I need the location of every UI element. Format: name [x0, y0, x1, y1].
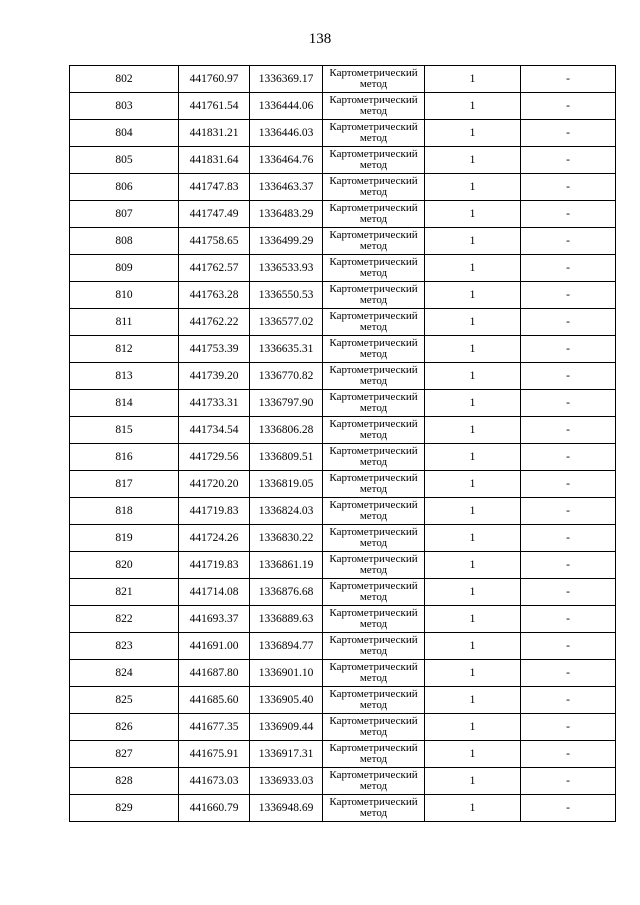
x-coordinate-cell: 441691.00: [179, 633, 250, 660]
x-coordinate-cell: 441762.22: [179, 309, 250, 336]
y-coordinate-cell: 1336533.93: [250, 255, 323, 282]
table-row: [70, 471, 616, 498]
accuracy-cell: 1: [425, 633, 521, 660]
note-cell: -: [521, 687, 616, 714]
point-number-cell: 812: [70, 336, 179, 363]
accuracy-cell: 1: [425, 741, 521, 768]
page-number: 138: [308, 31, 332, 47]
point-number-cell: 804: [70, 120, 179, 147]
note-cell: -: [521, 390, 616, 417]
table-row: [70, 93, 616, 120]
note-cell: -: [521, 714, 616, 741]
table-row: [70, 525, 616, 552]
y-coordinate-cell: 1336499.29: [250, 228, 323, 255]
method-cell: Картометрический метод: [323, 228, 425, 255]
accuracy-cell: 1: [425, 579, 521, 606]
point-number-cell: 823: [70, 633, 179, 660]
x-coordinate-cell: 441714.08: [179, 579, 250, 606]
x-coordinate-cell: 441685.60: [179, 687, 250, 714]
x-coordinate-cell: 441675.91: [179, 741, 250, 768]
y-coordinate-cell: 1336917.31: [250, 741, 323, 768]
method-cell: Картометрический метод: [323, 255, 425, 282]
method-cell: Картометрический метод: [323, 498, 425, 525]
y-coordinate-cell: 1336948.69: [250, 795, 323, 822]
y-coordinate-cell: 1336824.03: [250, 498, 323, 525]
point-number-cell: 808: [70, 228, 179, 255]
x-coordinate-cell: 441734.54: [179, 417, 250, 444]
x-coordinate-cell: 441729.56: [179, 444, 250, 471]
accuracy-cell: 1: [425, 417, 521, 444]
table-row: [70, 768, 616, 795]
point-number-cell: 825: [70, 687, 179, 714]
y-coordinate-cell: 1336806.28: [250, 417, 323, 444]
point-number-cell: 829: [70, 795, 179, 822]
method-cell: Картометрический метод: [323, 579, 425, 606]
note-cell: -: [521, 66, 616, 93]
note-cell: -: [521, 525, 616, 552]
x-coordinate-cell: 441677.35: [179, 714, 250, 741]
point-number-cell: 818: [70, 498, 179, 525]
y-coordinate-cell: 1336933.03: [250, 768, 323, 795]
accuracy-cell: 1: [425, 390, 521, 417]
y-coordinate-cell: 1336830.22: [250, 525, 323, 552]
note-cell: -: [521, 660, 616, 687]
method-cell: Картометрический метод: [323, 444, 425, 471]
y-coordinate-cell: 1336446.03: [250, 120, 323, 147]
x-coordinate-cell: 441673.03: [179, 768, 250, 795]
x-coordinate-cell: 441831.64: [179, 147, 250, 174]
note-cell: -: [521, 228, 616, 255]
table-row: [70, 498, 616, 525]
x-coordinate-cell: 441831.21: [179, 120, 250, 147]
note-cell: -: [521, 471, 616, 498]
y-coordinate-cell: 1336876.68: [250, 579, 323, 606]
method-cell: Картометрический метод: [323, 795, 425, 822]
method-cell: Картометрический метод: [323, 147, 425, 174]
point-number-cell: 806: [70, 174, 179, 201]
note-cell: -: [521, 552, 616, 579]
table-row: [70, 201, 616, 228]
method-cell: Картометрический метод: [323, 309, 425, 336]
point-number-cell: 807: [70, 201, 179, 228]
table-row: [70, 552, 616, 579]
x-coordinate-cell: 441733.31: [179, 390, 250, 417]
point-number-cell: 821: [70, 579, 179, 606]
table-row: [70, 309, 616, 336]
y-coordinate-cell: 1336444.06: [250, 93, 323, 120]
method-cell: Картометрический метод: [323, 93, 425, 120]
point-number-cell: 826: [70, 714, 179, 741]
note-cell: -: [521, 147, 616, 174]
x-coordinate-cell: 441660.79: [179, 795, 250, 822]
accuracy-cell: 1: [425, 201, 521, 228]
point-number-cell: 824: [70, 660, 179, 687]
table-row: [70, 714, 616, 741]
accuracy-cell: 1: [425, 120, 521, 147]
accuracy-cell: 1: [425, 606, 521, 633]
table-row: [70, 282, 616, 309]
y-coordinate-cell: 1336819.05: [250, 471, 323, 498]
method-cell: Картометрический метод: [323, 552, 425, 579]
note-cell: -: [521, 201, 616, 228]
x-coordinate-cell: 441719.83: [179, 552, 250, 579]
method-cell: Картометрический метод: [323, 768, 425, 795]
y-coordinate-cell: 1336369.17: [250, 66, 323, 93]
note-cell: -: [521, 633, 616, 660]
point-number-cell: 815: [70, 417, 179, 444]
x-coordinate-cell: 441760.97: [179, 66, 250, 93]
point-number-cell: 805: [70, 147, 179, 174]
x-coordinate-cell: 441747.49: [179, 201, 250, 228]
y-coordinate-cell: 1336901.10: [250, 660, 323, 687]
table-row: [70, 687, 616, 714]
y-coordinate-cell: 1336464.76: [250, 147, 323, 174]
y-coordinate-cell: 1336797.90: [250, 390, 323, 417]
accuracy-cell: 1: [425, 498, 521, 525]
method-cell: Картометрический метод: [323, 660, 425, 687]
method-cell: Картометрический метод: [323, 471, 425, 498]
point-number-cell: 820: [70, 552, 179, 579]
point-number-cell: 810: [70, 282, 179, 309]
x-coordinate-cell: 441687.80: [179, 660, 250, 687]
method-cell: Картометрический метод: [323, 606, 425, 633]
x-coordinate-cell: 441719.83: [179, 498, 250, 525]
method-cell: Картометрический метод: [323, 66, 425, 93]
accuracy-cell: 1: [425, 66, 521, 93]
method-cell: Картометрический метод: [323, 714, 425, 741]
method-cell: Картометрический метод: [323, 363, 425, 390]
x-coordinate-cell: 441693.37: [179, 606, 250, 633]
point-number-cell: 817: [70, 471, 179, 498]
table-row: [70, 228, 616, 255]
y-coordinate-cell: 1336889.63: [250, 606, 323, 633]
table-row: [70, 741, 616, 768]
point-number-cell: 828: [70, 768, 179, 795]
note-cell: -: [521, 336, 616, 363]
x-coordinate-cell: 441739.20: [179, 363, 250, 390]
method-cell: Картометрический метод: [323, 687, 425, 714]
point-number-cell: 822: [70, 606, 179, 633]
method-cell: Картометрический метод: [323, 120, 425, 147]
point-number-cell: 803: [70, 93, 179, 120]
method-cell: Картометрический метод: [323, 417, 425, 444]
x-coordinate-cell: 441747.83: [179, 174, 250, 201]
x-coordinate-cell: 441762.57: [179, 255, 250, 282]
note-cell: -: [521, 444, 616, 471]
accuracy-cell: 1: [425, 336, 521, 363]
method-cell: Картометрический метод: [323, 390, 425, 417]
note-cell: -: [521, 363, 616, 390]
point-number-cell: 816: [70, 444, 179, 471]
y-coordinate-cell: 1336861.19: [250, 552, 323, 579]
accuracy-cell: 1: [425, 660, 521, 687]
method-cell: Картометрический метод: [323, 201, 425, 228]
accuracy-cell: 1: [425, 471, 521, 498]
accuracy-cell: 1: [425, 255, 521, 282]
note-cell: -: [521, 768, 616, 795]
accuracy-cell: 1: [425, 309, 521, 336]
accuracy-cell: 1: [425, 444, 521, 471]
table-row: [70, 66, 616, 93]
accuracy-cell: 1: [425, 768, 521, 795]
note-cell: -: [521, 579, 616, 606]
coordinates-table: [69, 65, 616, 822]
y-coordinate-cell: 1336909.44: [250, 714, 323, 741]
x-coordinate-cell: 441724.26: [179, 525, 250, 552]
accuracy-cell: 1: [425, 147, 521, 174]
accuracy-cell: 1: [425, 687, 521, 714]
accuracy-cell: 1: [425, 93, 521, 120]
table-row: [70, 174, 616, 201]
coordinates-table-body: [70, 66, 616, 822]
y-coordinate-cell: 1336905.40: [250, 687, 323, 714]
point-number-cell: 811: [70, 309, 179, 336]
x-coordinate-cell: 441761.54: [179, 93, 250, 120]
table-row: [70, 606, 616, 633]
note-cell: -: [521, 174, 616, 201]
point-number-cell: 813: [70, 363, 179, 390]
x-coordinate-cell: 441720.20: [179, 471, 250, 498]
table-row: [70, 795, 616, 822]
table-row: [70, 336, 616, 363]
method-cell: Картометрический метод: [323, 633, 425, 660]
note-cell: -: [521, 255, 616, 282]
table-row: [70, 120, 616, 147]
note-cell: -: [521, 282, 616, 309]
method-cell: Картометрический метод: [323, 174, 425, 201]
point-number-cell: 819: [70, 525, 179, 552]
point-number-cell: 802: [70, 66, 179, 93]
table-row: [70, 444, 616, 471]
note-cell: -: [521, 93, 616, 120]
x-coordinate-cell: 441758.65: [179, 228, 250, 255]
accuracy-cell: 1: [425, 228, 521, 255]
y-coordinate-cell: 1336809.51: [250, 444, 323, 471]
method-cell: Картометрический метод: [323, 741, 425, 768]
table-row: [70, 390, 616, 417]
method-cell: Картометрический метод: [323, 336, 425, 363]
y-coordinate-cell: 1336577.02: [250, 309, 323, 336]
table-row: [70, 147, 616, 174]
y-coordinate-cell: 1336635.31: [250, 336, 323, 363]
note-cell: -: [521, 498, 616, 525]
accuracy-cell: 1: [425, 363, 521, 390]
table-row: [70, 417, 616, 444]
note-cell: -: [521, 741, 616, 768]
y-coordinate-cell: 1336550.53: [250, 282, 323, 309]
y-coordinate-cell: 1336770.82: [250, 363, 323, 390]
table-row: [70, 579, 616, 606]
accuracy-cell: 1: [425, 795, 521, 822]
accuracy-cell: 1: [425, 714, 521, 741]
point-number-cell: 814: [70, 390, 179, 417]
table-row: [70, 633, 616, 660]
accuracy-cell: 1: [425, 282, 521, 309]
y-coordinate-cell: 1336894.77: [250, 633, 323, 660]
y-coordinate-cell: 1336483.29: [250, 201, 323, 228]
table-row: [70, 660, 616, 687]
x-coordinate-cell: 441753.39: [179, 336, 250, 363]
note-cell: -: [521, 309, 616, 336]
point-number-cell: 809: [70, 255, 179, 282]
accuracy-cell: 1: [425, 525, 521, 552]
method-cell: Картометрический метод: [323, 282, 425, 309]
x-coordinate-cell: 441763.28: [179, 282, 250, 309]
table-row: [70, 255, 616, 282]
note-cell: -: [521, 606, 616, 633]
note-cell: -: [521, 120, 616, 147]
table-row: [70, 363, 616, 390]
accuracy-cell: 1: [425, 552, 521, 579]
accuracy-cell: 1: [425, 174, 521, 201]
note-cell: -: [521, 417, 616, 444]
y-coordinate-cell: 1336463.37: [250, 174, 323, 201]
note-cell: -: [521, 795, 616, 822]
point-number-cell: 827: [70, 741, 179, 768]
method-cell: Картометрический метод: [323, 525, 425, 552]
